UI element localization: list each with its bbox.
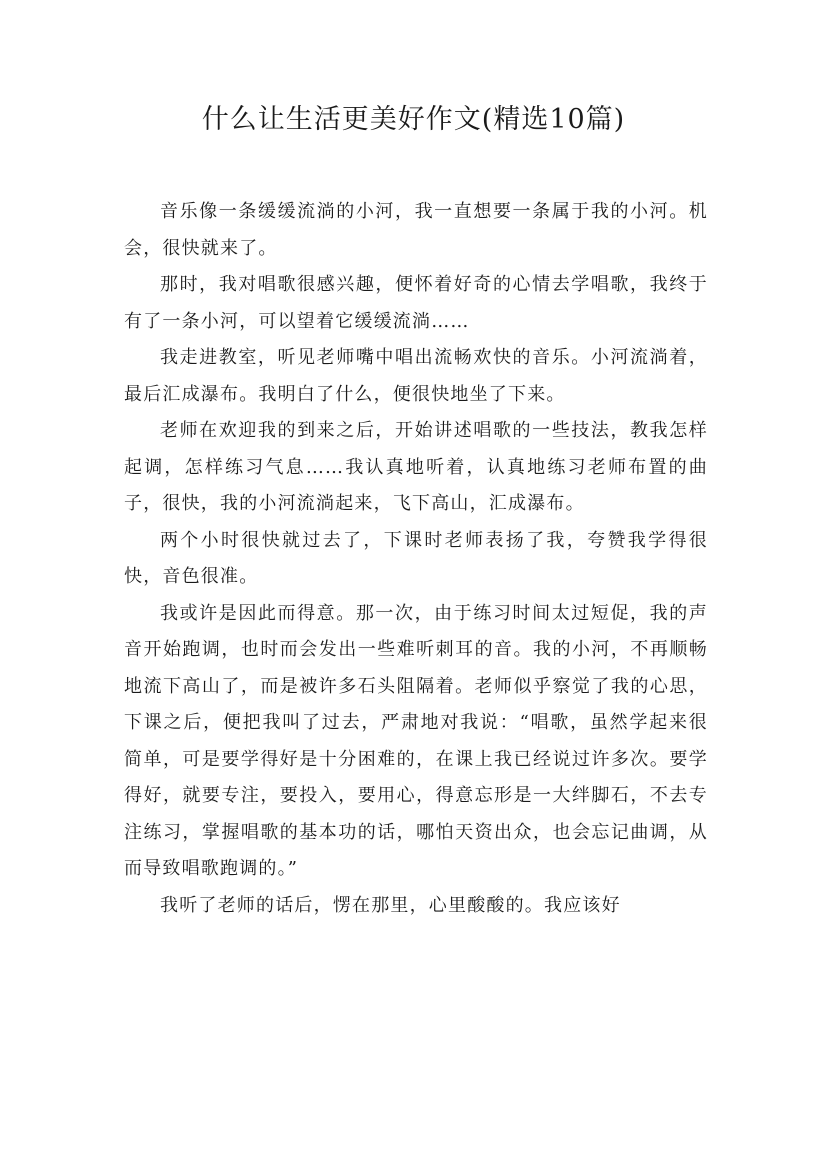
paragraph: 我走进教室，听见老师嘴中唱出流畅欢快的音乐。小河流淌着，最后汇成瀑布。我明白了什么，便很快地坐了下来。 bbox=[124, 347, 708, 405]
document-title: 什么让生活更美好作文(精选10篇) bbox=[201, 104, 626, 135]
paragraph: 音乐像一条缓缓流淌的小河，我一直想要一条属于我的小河。机会，很快就来了。 bbox=[124, 201, 708, 259]
paragraph: 两个小时很快就过去了，下课时老师表扬了我，夸赞我学得很快，音色很准。 bbox=[124, 529, 708, 587]
paragraph: 我听了老师的话后，愣在那里，心里酸酸的。我应该好 bbox=[160, 894, 621, 916]
paragraph: 那时，我对唱歌很感兴趣，便怀着好奇的心情去学唱歌，我终于有了一条小河，可以望着它缓缓流淌…… bbox=[124, 274, 708, 332]
paragraph: 我或许是因此而得意。那一次，由于练习时间太过短促，我的声音开始跑调，也时而会发出一些难听刺耳的音。我的小河，不再顺畅地流下高山了，而是被许多石头阻隔着。老师似乎察觉了我的心思，下课之后，便把我叫了过去，严肃地对我说：“唱歌，虽然学起来很简单，可是要学得好是十分困难的，在课上我已经说过许多次。要学得好，就要专注，要投入，要用心，得意忘形是一大绊脚石，不去专注练习，掌握唱歌的基本功的话，哪怕天资出众，也会忘记曲调，从而导致唱歌跑调的。” bbox=[124, 602, 708, 879]
paragraph: 老师在欢迎我的到来之后，开始讲述唱歌的一些技法，教我怎样起调，怎样练习气息……我认真地听着，认真地练习老师布置的曲子，很快，我的小河流淌起来，飞下高山，汇成瀑布。 bbox=[124, 420, 708, 514]
document-body bbox=[124, 194, 708, 924]
